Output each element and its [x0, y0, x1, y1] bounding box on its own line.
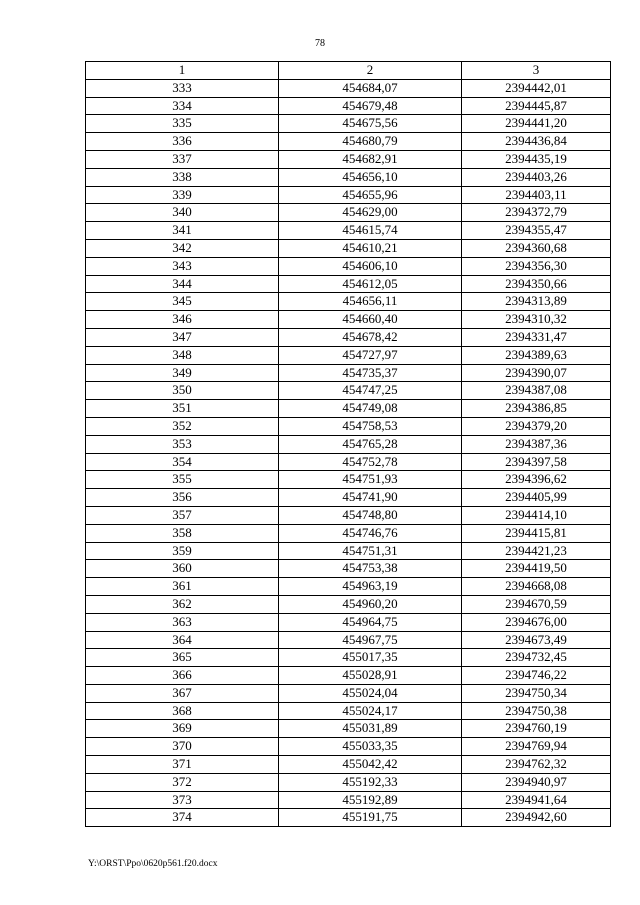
y-coordinate-cell: 2394942,60 — [462, 809, 611, 827]
table-row — [86, 720, 611, 738]
table-row — [86, 328, 611, 346]
y-coordinate-cell: 2394386,85 — [462, 400, 611, 418]
table-row — [86, 542, 611, 560]
y-coordinate-cell: 2394750,38 — [462, 702, 611, 720]
point-number-cell: 338 — [86, 168, 279, 186]
table-header-row — [86, 62, 611, 80]
y-coordinate-cell: 2394760,19 — [462, 720, 611, 738]
point-number-cell: 367 — [86, 684, 279, 702]
x-coordinate-cell: 454612,05 — [279, 275, 462, 293]
x-coordinate-cell: 454967,75 — [279, 631, 462, 649]
y-coordinate-cell: 2394372,79 — [462, 204, 611, 222]
table-row — [86, 311, 611, 329]
table-row — [86, 79, 611, 97]
table-row — [86, 631, 611, 649]
y-coordinate-cell: 2394313,89 — [462, 293, 611, 311]
table-row — [86, 524, 611, 542]
point-number-cell: 366 — [86, 667, 279, 685]
point-number-cell: 333 — [86, 79, 279, 97]
x-coordinate-cell: 454655,96 — [279, 186, 462, 204]
footer-file-path: Y:\ORST\Ppo\0620p561.f20.docx — [88, 859, 218, 869]
y-coordinate-cell: 2394421,23 — [462, 542, 611, 560]
x-coordinate-cell: 454960,20 — [279, 595, 462, 613]
table-row — [86, 649, 611, 667]
x-coordinate-cell: 454758,53 — [279, 417, 462, 435]
point-number-cell: 354 — [86, 453, 279, 471]
y-coordinate-cell: 2394379,20 — [462, 417, 611, 435]
table-row — [86, 204, 611, 222]
point-number-cell: 362 — [86, 595, 279, 613]
y-coordinate-cell: 2394676,00 — [462, 613, 611, 631]
table-row — [86, 346, 611, 364]
point-number-cell: 341 — [86, 222, 279, 240]
point-number-cell: 353 — [86, 435, 279, 453]
x-coordinate-cell: 455191,75 — [279, 809, 462, 827]
table-row — [86, 364, 611, 382]
x-coordinate-cell: 454751,93 — [279, 471, 462, 489]
table-row — [86, 417, 611, 435]
table-row — [86, 275, 611, 293]
table-row — [86, 613, 611, 631]
table-row — [86, 578, 611, 596]
point-number-cell: 337 — [86, 150, 279, 168]
point-number-cell: 339 — [86, 186, 279, 204]
y-coordinate-cell: 2394387,36 — [462, 435, 611, 453]
table-row — [86, 133, 611, 151]
table-row — [86, 667, 611, 685]
x-coordinate-cell: 455192,33 — [279, 773, 462, 791]
table-row — [86, 560, 611, 578]
y-coordinate-cell: 2394750,34 — [462, 684, 611, 702]
point-number-cell: 352 — [86, 417, 279, 435]
table-row — [86, 773, 611, 791]
point-number-cell: 372 — [86, 773, 279, 791]
table-row — [86, 239, 611, 257]
y-coordinate-cell: 2394415,81 — [462, 524, 611, 542]
x-coordinate-cell: 454765,28 — [279, 435, 462, 453]
y-coordinate-cell: 2394310,32 — [462, 311, 611, 329]
table-body — [86, 79, 611, 826]
table-row — [86, 435, 611, 453]
y-coordinate-cell: 2394389,63 — [462, 346, 611, 364]
x-coordinate-cell: 454964,75 — [279, 613, 462, 631]
y-coordinate-cell: 2394405,99 — [462, 489, 611, 507]
y-coordinate-cell: 2394762,32 — [462, 756, 611, 774]
table-row — [86, 738, 611, 756]
x-coordinate-cell: 454610,21 — [279, 239, 462, 257]
point-number-cell: 368 — [86, 702, 279, 720]
point-number-cell: 334 — [86, 97, 279, 115]
x-coordinate-cell: 454741,90 — [279, 489, 462, 507]
table-row — [86, 684, 611, 702]
x-coordinate-cell: 455024,04 — [279, 684, 462, 702]
table-row — [86, 791, 611, 809]
point-number-cell: 360 — [86, 560, 279, 578]
y-coordinate-cell: 2394668,08 — [462, 578, 611, 596]
x-coordinate-cell: 454656,10 — [279, 168, 462, 186]
table-row — [86, 293, 611, 311]
y-coordinate-cell: 2394390,07 — [462, 364, 611, 382]
y-coordinate-cell: 2394445,87 — [462, 97, 611, 115]
y-coordinate-cell: 2394414,10 — [462, 506, 611, 524]
y-coordinate-cell: 2394940,97 — [462, 773, 611, 791]
point-number-cell: 335 — [86, 115, 279, 133]
point-number-cell: 357 — [86, 506, 279, 524]
table-row — [86, 168, 611, 186]
x-coordinate-cell: 454963,19 — [279, 578, 462, 596]
point-number-cell: 347 — [86, 328, 279, 346]
y-coordinate-cell: 2394435,19 — [462, 150, 611, 168]
y-coordinate-cell: 2394670,59 — [462, 595, 611, 613]
table-row — [86, 756, 611, 774]
x-coordinate-cell: 454747,25 — [279, 382, 462, 400]
x-coordinate-cell: 454606,10 — [279, 257, 462, 275]
x-coordinate-cell: 454751,31 — [279, 542, 462, 560]
y-coordinate-cell: 2394360,68 — [462, 239, 611, 257]
y-coordinate-cell: 2394941,64 — [462, 791, 611, 809]
y-coordinate-cell: 2394732,45 — [462, 649, 611, 667]
table-row — [86, 809, 611, 827]
point-number-cell: 346 — [86, 311, 279, 329]
point-number-cell: 356 — [86, 489, 279, 507]
y-coordinate-cell: 2394436,84 — [462, 133, 611, 151]
x-coordinate-cell: 454629,00 — [279, 204, 462, 222]
point-number-cell: 355 — [86, 471, 279, 489]
table-row — [86, 595, 611, 613]
y-coordinate-cell: 2394442,01 — [462, 79, 611, 97]
point-number-cell: 364 — [86, 631, 279, 649]
y-coordinate-cell: 2394356,30 — [462, 257, 611, 275]
column-header: 3 — [462, 62, 611, 80]
x-coordinate-cell: 454682,91 — [279, 150, 462, 168]
x-coordinate-cell: 454675,56 — [279, 115, 462, 133]
point-number-cell: 343 — [86, 257, 279, 275]
point-number-cell: 348 — [86, 346, 279, 364]
table-row — [86, 115, 611, 133]
y-coordinate-cell: 2394331,47 — [462, 328, 611, 346]
point-number-cell: 345 — [86, 293, 279, 311]
coordinates-table — [85, 61, 611, 827]
point-number-cell: 344 — [86, 275, 279, 293]
table-row — [86, 222, 611, 240]
y-coordinate-cell: 2394397,58 — [462, 453, 611, 471]
table-row — [86, 97, 611, 115]
table-row — [86, 506, 611, 524]
x-coordinate-cell: 454679,48 — [279, 97, 462, 115]
x-coordinate-cell: 455033,35 — [279, 738, 462, 756]
y-coordinate-cell: 2394403,26 — [462, 168, 611, 186]
x-coordinate-cell: 454735,37 — [279, 364, 462, 382]
x-coordinate-cell: 455031,89 — [279, 720, 462, 738]
x-coordinate-cell: 454748,80 — [279, 506, 462, 524]
x-coordinate-cell: 455024,17 — [279, 702, 462, 720]
point-number-cell: 349 — [86, 364, 279, 382]
point-number-cell: 373 — [86, 791, 279, 809]
x-coordinate-cell: 454746,76 — [279, 524, 462, 542]
point-number-cell: 336 — [86, 133, 279, 151]
y-coordinate-cell: 2394355,47 — [462, 222, 611, 240]
x-coordinate-cell: 454656,11 — [279, 293, 462, 311]
page-number: 78 — [315, 38, 325, 49]
x-coordinate-cell: 454615,74 — [279, 222, 462, 240]
x-coordinate-cell: 454684,07 — [279, 79, 462, 97]
point-number-cell: 359 — [86, 542, 279, 560]
point-number-cell: 351 — [86, 400, 279, 418]
point-number-cell: 369 — [86, 720, 279, 738]
table-row — [86, 382, 611, 400]
x-coordinate-cell: 454660,40 — [279, 311, 462, 329]
point-number-cell: 361 — [86, 578, 279, 596]
y-coordinate-cell: 2394419,50 — [462, 560, 611, 578]
column-header: 2 — [279, 62, 462, 80]
x-coordinate-cell: 454680,79 — [279, 133, 462, 151]
y-coordinate-cell: 2394769,94 — [462, 738, 611, 756]
x-coordinate-cell: 454752,78 — [279, 453, 462, 471]
table-row — [86, 186, 611, 204]
x-coordinate-cell: 455017,35 — [279, 649, 462, 667]
y-coordinate-cell: 2394387,08 — [462, 382, 611, 400]
y-coordinate-cell: 2394350,66 — [462, 275, 611, 293]
table-row — [86, 257, 611, 275]
y-coordinate-cell: 2394396,62 — [462, 471, 611, 489]
point-number-cell: 363 — [86, 613, 279, 631]
y-coordinate-cell: 2394673,49 — [462, 631, 611, 649]
table-row — [86, 150, 611, 168]
table-row — [86, 471, 611, 489]
x-coordinate-cell: 455028,91 — [279, 667, 462, 685]
table-row — [86, 489, 611, 507]
point-number-cell: 358 — [86, 524, 279, 542]
point-number-cell: 374 — [86, 809, 279, 827]
x-coordinate-cell: 455192,89 — [279, 791, 462, 809]
y-coordinate-cell: 2394441,20 — [462, 115, 611, 133]
x-coordinate-cell: 454727,97 — [279, 346, 462, 364]
x-coordinate-cell: 454678,42 — [279, 328, 462, 346]
y-coordinate-cell: 2394403,11 — [462, 186, 611, 204]
point-number-cell: 342 — [86, 239, 279, 257]
y-coordinate-cell: 2394746,22 — [462, 667, 611, 685]
point-number-cell: 371 — [86, 756, 279, 774]
point-number-cell: 350 — [86, 382, 279, 400]
point-number-cell: 340 — [86, 204, 279, 222]
column-header: 1 — [86, 62, 279, 80]
x-coordinate-cell: 455042,42 — [279, 756, 462, 774]
table-row — [86, 400, 611, 418]
table-row — [86, 453, 611, 471]
x-coordinate-cell: 454749,08 — [279, 400, 462, 418]
point-number-cell: 365 — [86, 649, 279, 667]
point-number-cell: 370 — [86, 738, 279, 756]
x-coordinate-cell: 454753,38 — [279, 560, 462, 578]
table-row — [86, 702, 611, 720]
